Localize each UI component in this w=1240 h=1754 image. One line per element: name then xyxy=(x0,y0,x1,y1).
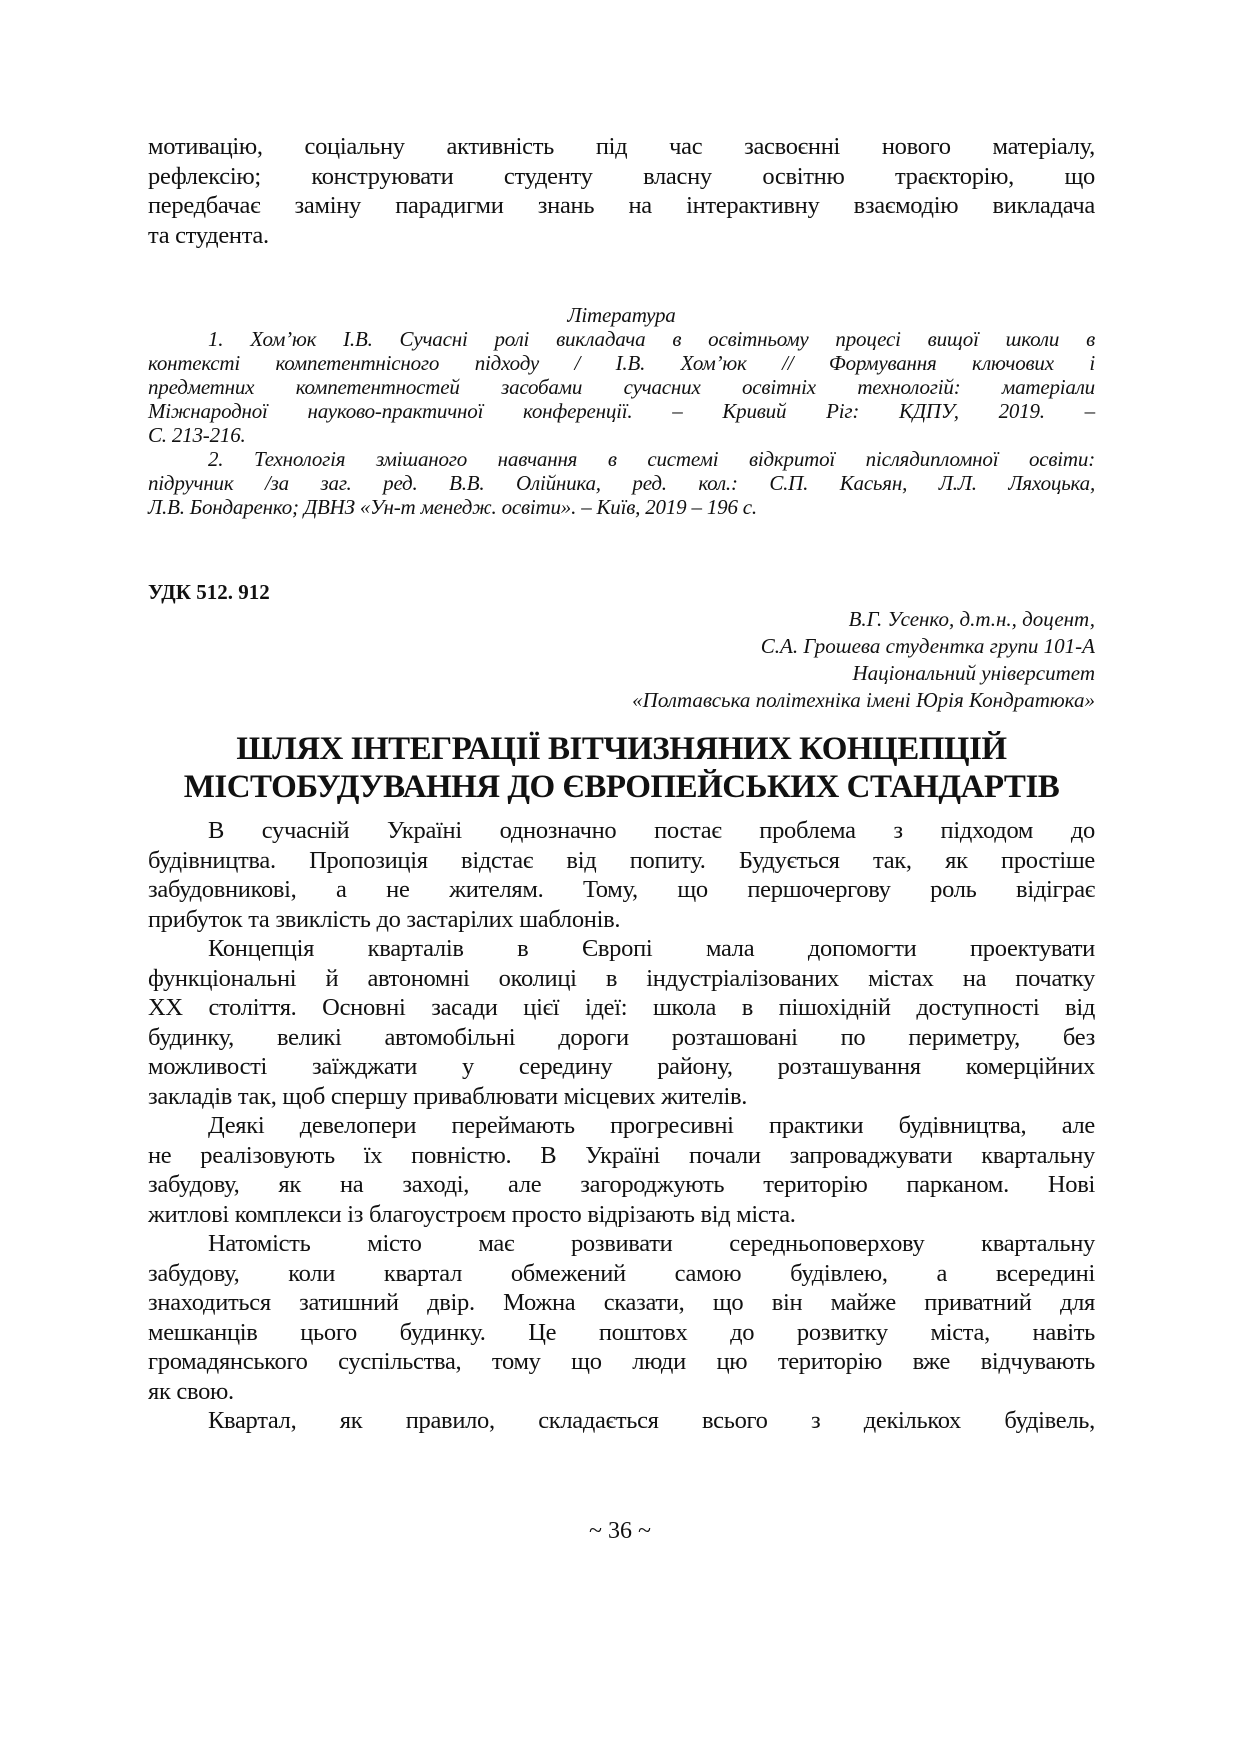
paragraph xyxy=(148,1406,1095,1436)
author-block xyxy=(148,606,1095,714)
text-line: рефлексію; конструювати студенту власну освітню траєкторію, що xyxy=(148,162,1095,190)
text-line: як свою. xyxy=(148,1377,234,1405)
reference-line: підручник /за заг. ред. В.В. Олійника, ред. кол.: С.П. Касьян, Л.Л. Ляхоцька, xyxy=(148,471,1095,495)
paragraph xyxy=(148,816,1095,934)
text-line: прибуток та звиклість до застарілих шаблонів. xyxy=(148,905,621,933)
reference-item xyxy=(148,327,1095,447)
text-line: Концепція кварталів в Європі мала допомогти проектувати xyxy=(208,935,1095,962)
text-line: та студента. xyxy=(148,221,269,249)
text-line: В сучасній Україні однозначно постає проблема з підходом до xyxy=(208,817,1095,844)
reference-line: С. 213-216. xyxy=(148,423,246,447)
references xyxy=(148,303,1095,519)
article-title xyxy=(148,730,1095,806)
intro-paragraph xyxy=(148,132,1095,250)
text-line: забудовникові, а не жителям. Тому, що першочергову роль відіграє xyxy=(148,876,1095,903)
author-line: В.Г. Усенко, д.т.н., доцент, xyxy=(848,607,1095,631)
text-line: будинку, великі автомобільні дороги розташовані по периметру, без xyxy=(148,1023,1095,1051)
text-line: мешканців цього будинку. Це поштовх до розвитку міста, навіть xyxy=(148,1318,1095,1346)
udk-code: УДК 512. 912 xyxy=(148,580,270,604)
text-line: не реалізовують їх повністю. В Україні почали запроваджувати квартальну xyxy=(148,1141,1095,1169)
reference-item xyxy=(148,447,1095,519)
text-line: ХХ століття. Основні засади цієї ідеї: школа в пішохідній доступності від xyxy=(148,994,1095,1021)
paragraph xyxy=(148,1111,1095,1229)
text-line: Натомість місто має розвивати середньоповерхову квартальну xyxy=(208,1230,1095,1257)
author-line: Національний університет xyxy=(852,661,1095,685)
reference-line: предметних компетентностей засобами сучасних освітніх технологій: матеріали xyxy=(148,375,1095,399)
article-body xyxy=(148,816,1095,1436)
text-line: Квартал, як правило, складається всього з декількох будівель, xyxy=(208,1407,1095,1434)
text-line: забудову, як на заході, але загороджують територію парканом. Нові xyxy=(148,1171,1095,1198)
reference-line: 2. Технологія змішаного навчання в системі відкритої післядипломної освіти: xyxy=(208,447,1095,471)
author-line: «Полтавська політехніка імені Юрія Кондратюка» xyxy=(632,688,1095,712)
paragraph xyxy=(148,1229,1095,1406)
text-line: громадянського суспільства, тому що люди цю територію вже відчувають xyxy=(148,1348,1095,1375)
reference-line: Л.В. Бондаренко; ДВНЗ «Ун-т менедж. освіти». – Київ, 2019 – 196 с. xyxy=(148,495,757,519)
references-heading: Література xyxy=(567,303,676,327)
text-line: знаходиться затишний двір. Можна сказати, що він майже приватний для xyxy=(148,1289,1095,1316)
text-line: будівництва. Пропозиція відстає від попиту. Будується так, як простіше xyxy=(148,846,1095,874)
text-line: Деякі девелопери переймають прогресивні практики будівництва, але xyxy=(208,1112,1095,1139)
text-line: забудову, коли квартал обмежений самою будівлею, а всередині xyxy=(148,1259,1095,1287)
text-line: можливості заїжджати у середину району, розташування комерційних xyxy=(148,1053,1095,1080)
text-line: передбачає заміну парадигми знань на інтерактивну взаємодію викладача xyxy=(148,192,1095,219)
author-line: С.А. Грошева студентка групи 101-А xyxy=(760,634,1095,658)
text-line: мотивацію, соціальну активність під час засвоєнні нового матеріалу, xyxy=(148,133,1095,160)
reference-line: контексті компетентнісного підходу / І.В. Хом’юк // Формування ключових і xyxy=(148,351,1095,375)
title-line: ШЛЯХ ІНТЕГРАЦІЇ ВІТЧИЗНЯНИХ КОНЦЕПЦІЙ xyxy=(236,731,1007,767)
reference-line: 1. Хом’юк І.В. Сучасні ролі викладача в освітньому процесі вищої школи в xyxy=(208,327,1095,351)
paragraph xyxy=(148,934,1095,1111)
title-line: МІСТОБУДУВАННЯ ДО ЄВРОПЕЙСЬКИХ СТАНДАРТІВ xyxy=(183,769,1060,805)
page-number: ~ 36 ~ xyxy=(589,1518,651,1544)
text-line: житлові комплекси із благоустроєм просто відрізають від міста. xyxy=(148,1200,796,1228)
text-line: закладів так, щоб спершу приваблювати місцевих жителів. xyxy=(148,1082,748,1110)
text-line: функціональні й автономні околиці в індустріалізованих містах на початку xyxy=(148,964,1095,992)
reference-line: Міжнародної науково-практичної конференції. – Кривий Ріг: КДПУ, 2019. – xyxy=(148,399,1095,423)
